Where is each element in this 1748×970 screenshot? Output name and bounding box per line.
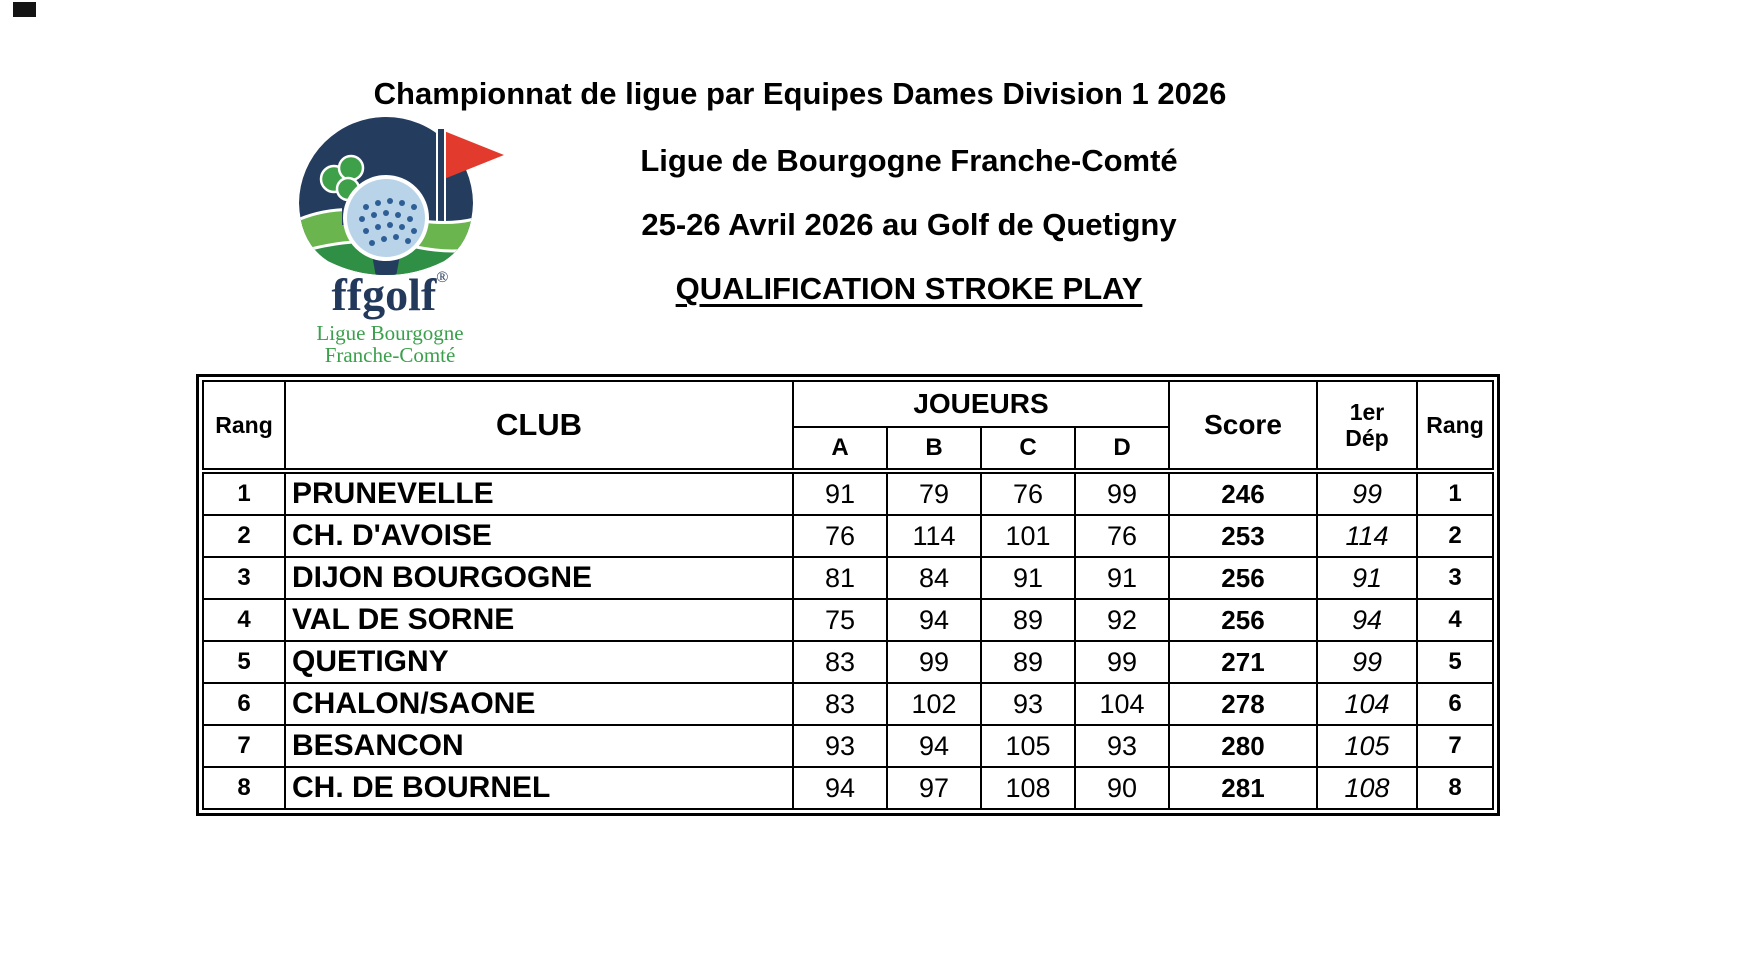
first-tee-cell: 99 <box>1317 471 1417 515</box>
club-cell: CH. DE BOURNEL <box>285 767 793 809</box>
first-tee-cell: 99 <box>1317 641 1417 683</box>
player-a-score: 91 <box>793 471 887 515</box>
team-score-cell: 271 <box>1169 641 1317 683</box>
rank-cell: 6 <box>203 683 285 725</box>
rank-right-cell: 8 <box>1417 767 1493 809</box>
table-row <box>203 641 1493 683</box>
table-row <box>203 767 1493 809</box>
player-a-score: 75 <box>793 599 887 641</box>
rank-cell: 8 <box>203 767 285 809</box>
rank-cell: 2 <box>203 515 285 557</box>
window-corner-artifact <box>13 2 36 17</box>
rank-cell: 5 <box>203 641 285 683</box>
rank-right-cell: 2 <box>1417 515 1493 557</box>
first-tee-cell: 91 <box>1317 557 1417 599</box>
player-a-score: 76 <box>793 515 887 557</box>
first-tee-cell: 108 <box>1317 767 1417 809</box>
section-title-text: QUALIFICATION STROKE PLAY <box>675 271 1143 306</box>
player-d-score: 99 <box>1075 641 1169 683</box>
registered-mark-icon: ® <box>436 269 449 286</box>
player-d-score: 93 <box>1075 725 1169 767</box>
date-location-subtitle: 25-26 Avril 2026 au Golf de Quetigny <box>641 207 1177 242</box>
player-b-score: 79 <box>887 471 981 515</box>
first-tee-cell: 94 <box>1317 599 1417 641</box>
col-header-score: Score <box>1169 381 1317 471</box>
club-cell: BESANCON <box>285 725 793 767</box>
club-cell: CHALON/SAONE <box>285 683 793 725</box>
page-title: Championnat de ligue par Equipes Dames Division 1 2026 <box>373 76 1227 111</box>
player-a-score: 83 <box>793 683 887 725</box>
rank-right-cell: 3 <box>1417 557 1493 599</box>
player-c-score: 76 <box>981 471 1075 515</box>
col-header-club: CLUB <box>285 381 793 471</box>
player-a-score: 93 <box>793 725 887 767</box>
player-c-score: 105 <box>981 725 1075 767</box>
table-row <box>203 725 1493 767</box>
table-row <box>203 557 1493 599</box>
col-header-player-d: D <box>1075 427 1169 471</box>
first-tee-line1: 1er <box>1349 399 1385 425</box>
player-c-score: 108 <box>981 767 1075 809</box>
team-score-cell: 256 <box>1169 557 1317 599</box>
section-title <box>70 271 1748 307</box>
logo-org-text <box>257 322 523 366</box>
col-header-players-group: JOUEURS <box>793 381 1169 427</box>
player-a-score: 83 <box>793 641 887 683</box>
col-header-first-tee <box>1317 381 1417 471</box>
rank-cell: 7 <box>203 725 285 767</box>
player-b-score: 84 <box>887 557 981 599</box>
rank-right-cell: 6 <box>1417 683 1493 725</box>
player-d-score: 99 <box>1075 471 1169 515</box>
rank-cell: 3 <box>203 557 285 599</box>
table-row <box>203 683 1493 725</box>
table-row <box>203 471 1493 515</box>
rank-right-cell: 1 <box>1417 471 1493 515</box>
col-header-player-b: B <box>887 427 981 471</box>
player-b-score: 102 <box>887 683 981 725</box>
team-score-cell: 246 <box>1169 471 1317 515</box>
club-cell: DIJON BOURGOGNE <box>285 557 793 599</box>
results-table-frame <box>196 374 1500 816</box>
logo-org-line2: Franche-Comté <box>324 343 456 367</box>
player-c-score: 89 <box>981 599 1075 641</box>
player-d-score: 104 <box>1075 683 1169 725</box>
col-header-rank-left: Rang <box>203 381 285 471</box>
first-tee-line2: Dép <box>1345 425 1389 451</box>
first-tee-cell: 105 <box>1317 725 1417 767</box>
col-header-player-a: A <box>793 427 887 471</box>
player-c-score: 91 <box>981 557 1075 599</box>
club-cell: PRUNEVELLE <box>285 471 793 515</box>
logo-org-line1: Ligue Bourgogne <box>316 321 464 345</box>
player-b-score: 114 <box>887 515 981 557</box>
header-row-top <box>203 381 1493 427</box>
rank-right-cell: 4 <box>1417 599 1493 641</box>
player-d-score: 90 <box>1075 767 1169 809</box>
col-header-player-c: C <box>981 427 1075 471</box>
league-subtitle: Ligue de Bourgogne Franche-Comté <box>640 143 1178 178</box>
player-d-score: 76 <box>1075 515 1169 557</box>
club-cell: VAL DE SORNE <box>285 599 793 641</box>
player-a-score: 94 <box>793 767 887 809</box>
team-score-cell: 281 <box>1169 767 1317 809</box>
club-cell: CH. D'AVOISE <box>285 515 793 557</box>
logo-wordmark: ffgolf <box>331 269 437 320</box>
first-tee-cell: 104 <box>1317 683 1417 725</box>
player-c-score: 93 <box>981 683 1075 725</box>
player-c-score: 89 <box>981 641 1075 683</box>
first-tee-cell: 114 <box>1317 515 1417 557</box>
player-b-score: 94 <box>887 599 981 641</box>
team-score-cell: 280 <box>1169 725 1317 767</box>
player-a-score: 81 <box>793 557 887 599</box>
team-score-cell: 256 <box>1169 599 1317 641</box>
rank-right-cell: 5 <box>1417 641 1493 683</box>
club-cell: QUETIGNY <box>285 641 793 683</box>
player-b-score: 97 <box>887 767 981 809</box>
rank-cell: 1 <box>203 471 285 515</box>
rank-cell: 4 <box>203 599 285 641</box>
player-d-score: 92 <box>1075 599 1169 641</box>
table-row <box>203 599 1493 641</box>
results-table <box>202 380 1494 810</box>
player-b-score: 94 <box>887 725 981 767</box>
col-header-rank-right: Rang <box>1417 381 1493 471</box>
table-row <box>203 515 1493 557</box>
team-score-cell: 278 <box>1169 683 1317 725</box>
player-d-score: 91 <box>1075 557 1169 599</box>
player-b-score: 99 <box>887 641 981 683</box>
team-score-cell: 253 <box>1169 515 1317 557</box>
rank-right-cell: 7 <box>1417 725 1493 767</box>
player-c-score: 101 <box>981 515 1075 557</box>
